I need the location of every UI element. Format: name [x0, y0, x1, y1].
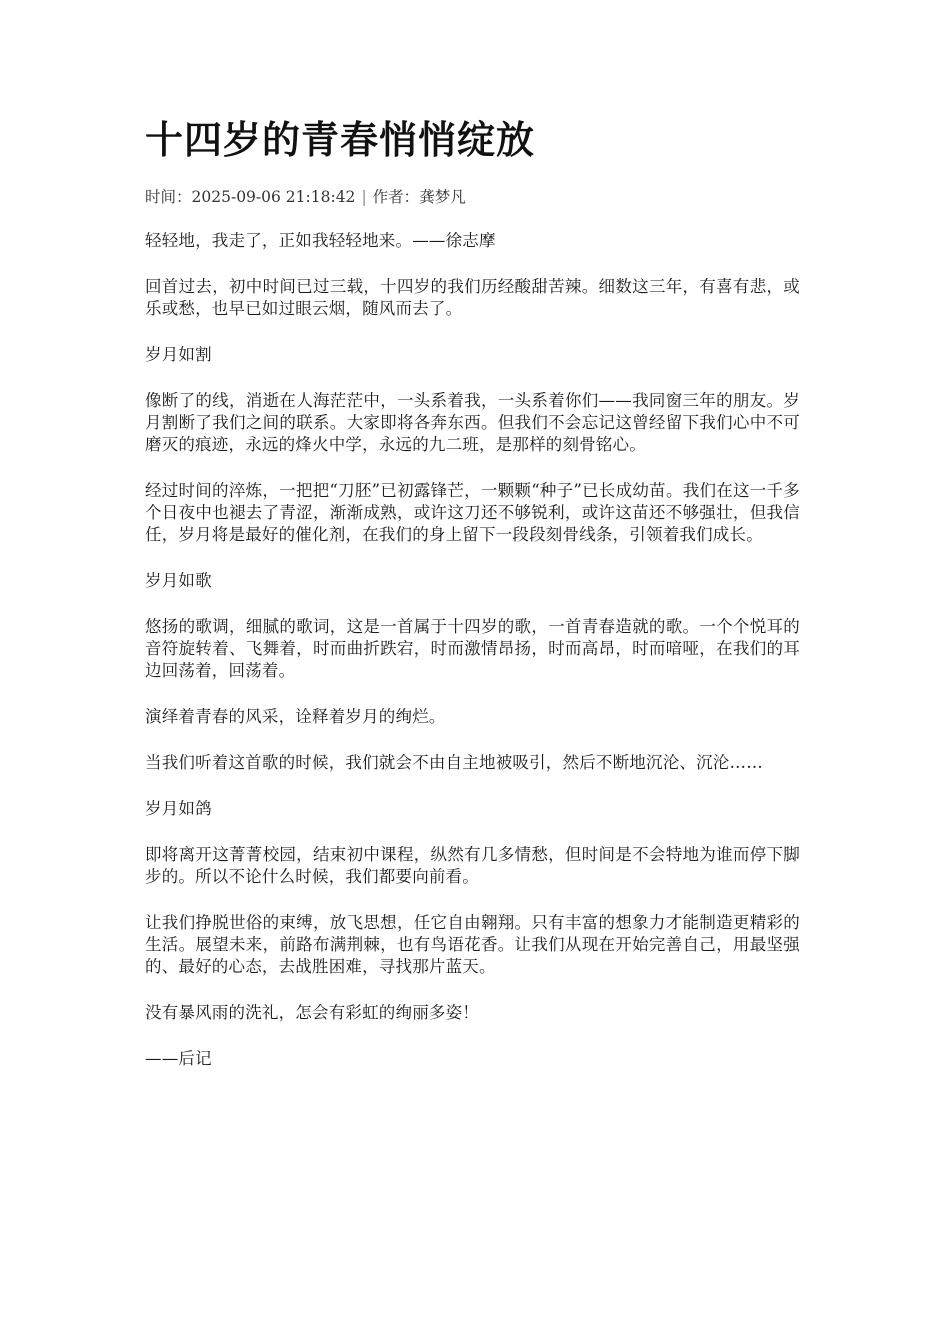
paragraph: 即将离开这菁菁校园，结束初中课程，纵然有几多情愁，但时间是不会特地为谁而停下脚步的。所以不论什么时候，我们都要向前看。	[145, 845, 800, 886]
time-label: 时间：	[145, 188, 192, 206]
paragraph: 经过时间的淬炼，一把把“刀胚”已初露锋芒，一颗颗“种子”已长成幼苗。我们在这一千多个日夜中也褪去了青涩，渐渐成熟，或许这刀还不够锐利，或许这苗还不够强壮，但我信任，岁月将是最好的催化剂，在我们的身上留下一段段刻骨线条，引领着我们成长。	[145, 481, 800, 544]
paragraph: 回首过去，初中时间已过三载，十四岁的我们历经酸甜苦辣。细数这三年，有喜有悲，或乐或愁，也早已如过眼云烟，随风而去了。	[145, 277, 800, 318]
paragraph: 演绎着青春的风采，诠释着岁月的绚烂。	[145, 707, 446, 726]
paragraph: 当我们听着这首歌的时候，我们就会不由自主地被吸引，然后不断地沉沦、沉沦……	[145, 753, 763, 772]
epigraph: 轻轻地，我走了，正如我轻轻地来。——徐志摩	[145, 231, 496, 250]
article-title: 十四岁的青春悄悄绽放	[145, 118, 536, 162]
article-body	[145, 230, 800, 1070]
paragraph: 像断了的线，消逝在人海茫茫中，一头系着我，一头系着你们——我同窗三年的朋友。岁月割断了我们之间的联系。大家即将各奔东西。但我们不会忘记这曾经留下我们心中不可磨灭的痕迹，永远的烽火中学，永远的九二班，是那样的刻骨铭心。	[145, 391, 800, 454]
time-value: 2025-09-06 21:18:42	[191, 188, 356, 206]
article-meta	[145, 186, 800, 208]
section-heading: 岁月如鸽	[145, 799, 212, 818]
section-heading: 岁月如割	[145, 345, 212, 364]
author-value: 龚梦凡	[419, 188, 466, 206]
paragraph: 没有暴风雨的洗礼，怎会有彩虹的绚丽多姿！	[145, 1003, 479, 1022]
author-label: 作者：	[372, 188, 420, 206]
article	[145, 114, 800, 1094]
paragraph: 悠扬的歌调，细腻的歌词，这是一首属于十四岁的歌，一首青春造就的歌。一个个悦耳的音符旋转着、飞舞着，时而曲折跌宕，时而激情昂扬，时而高昂，时而喑哑，在我们的耳边回荡着，回荡着。	[145, 617, 800, 680]
postscript: ——后记	[145, 1049, 212, 1068]
section-heading: 岁月如歌	[145, 571, 212, 590]
paragraph: 让我们挣脱世俗的束缚，放飞思想，任它自由翱翔。只有丰富的想象力才能制造更精彩的生活。展望未来，前路布满荆棘，也有鸟语花香。让我们从现在开始完善自己，用最坚强的、最好的心态，去战胜困难，寻找那片蓝天。	[145, 913, 800, 976]
meta-separator: |	[361, 188, 367, 206]
